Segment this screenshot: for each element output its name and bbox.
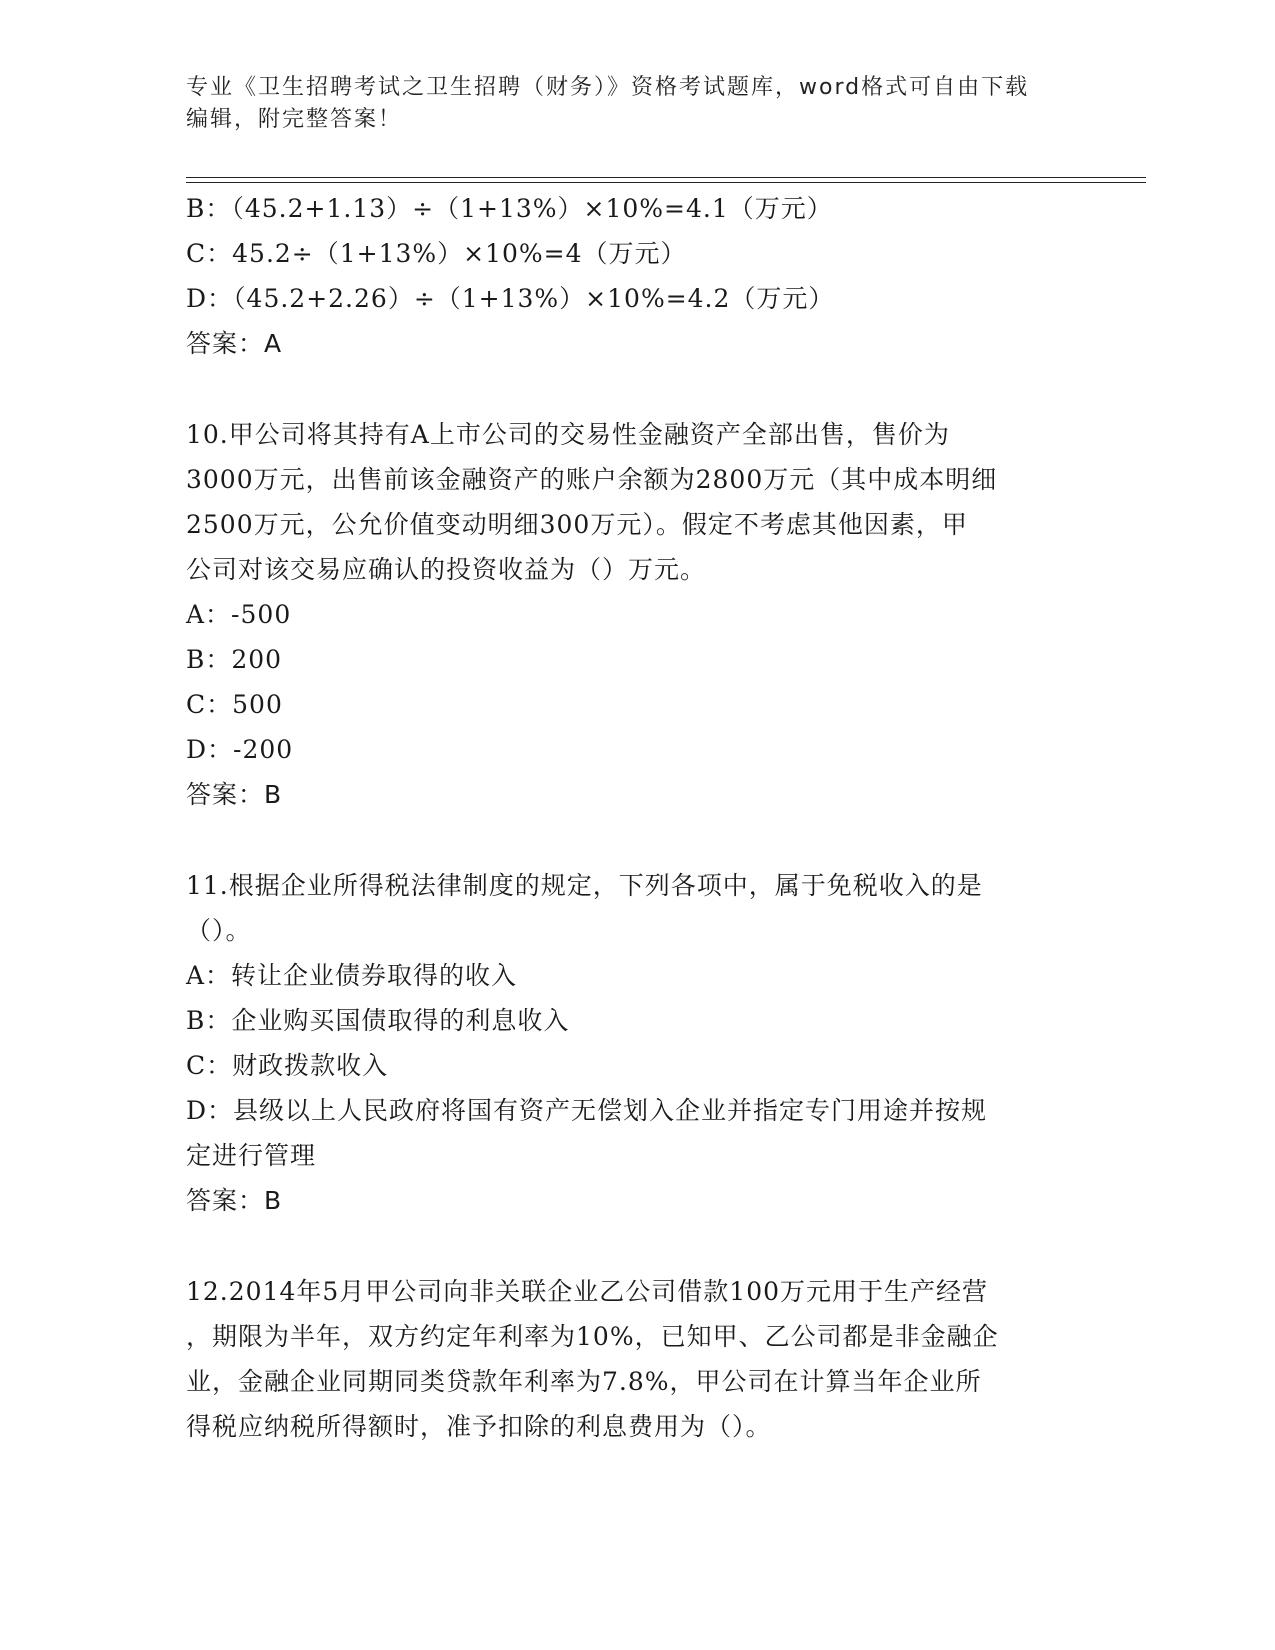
option-b: B：企业购买国债取得的利息收入 — [186, 1006, 570, 1035]
question-11 — [186, 863, 1086, 1223]
option-c: C：财政拨款收入 — [186, 1051, 389, 1080]
question-10 — [186, 412, 1086, 817]
stem-line: ，期限为半年，双方约定年利率为10%，已知甲、乙公司都是非金融企 — [186, 1322, 999, 1351]
option-a: A：转让企业债券取得的收入 — [186, 961, 518, 990]
stem-line: 10.甲公司将其持有A上市公司的交易性金融资产全部出售，售价为 — [186, 420, 950, 449]
question-12 — [186, 1269, 1086, 1449]
option-b: B：（45.2+1.13）÷（1+13%）×10%=4.1（万元） — [186, 194, 833, 223]
option-d-continued: 定进行管理 — [186, 1141, 317, 1170]
option-c: C：45.2÷（1+13%）×10%=4（万元） — [186, 239, 687, 268]
document-body — [186, 186, 1086, 1449]
answer: 答案：A — [186, 329, 283, 358]
stem-line: （）。 — [186, 916, 252, 945]
stem-line: 11.根据企业所得税法律制度的规定，下列各项中，属于免税收入的是 — [186, 871, 983, 900]
stem-line: 得税应纳税所得额时，准予扣除的利息费用为（）。 — [186, 1412, 772, 1441]
question-9-tail — [186, 186, 1086, 366]
option-d: D：（45.2+2.26）÷（1+13%）×10%=4.2（万元） — [186, 284, 835, 313]
option-c: C：500 — [186, 690, 283, 719]
option-d: D：-200 — [186, 735, 294, 764]
stem-line: 公司对该交易应确认的投资收益为（）万元。 — [186, 555, 707, 584]
option-b: B：200 — [186, 645, 283, 674]
question-stem — [186, 1269, 1086, 1449]
answer: 答案：B — [186, 780, 283, 809]
page-header — [186, 72, 1086, 136]
question-stem — [186, 412, 1086, 592]
stem-line: 12.2014年5月甲公司向非关联企业乙公司借款100万元用于生产经营 — [186, 1277, 989, 1306]
stem-line: 2500万元，公允价值变动明细300万元）。假定不考虑其他因素，甲 — [186, 510, 968, 539]
header-divider-bottom — [186, 182, 1146, 183]
header-line-2: 编辑，附完整答案！ — [186, 107, 403, 132]
answer: 答案：B — [186, 1186, 283, 1215]
option-a: A：-500 — [186, 600, 292, 629]
stem-line: 3000万元，出售前该金融资产的账户余额为2800万元（其中成本明细 — [186, 465, 998, 494]
question-stem — [186, 863, 1086, 953]
header-line-1: 专业《卫生招聘考试之卫生招聘（财务）》资格考试题库，word格式可自由下载 — [186, 75, 1030, 100]
option-d: D：县级以上人民政府将国有资产无偿划入企业并指定专门用途并按规 — [186, 1096, 988, 1125]
header-divider-top — [186, 177, 1146, 178]
stem-line: 业，金融企业同期同类贷款年利率为7.8%，甲公司在计算当年企业所 — [186, 1367, 982, 1396]
